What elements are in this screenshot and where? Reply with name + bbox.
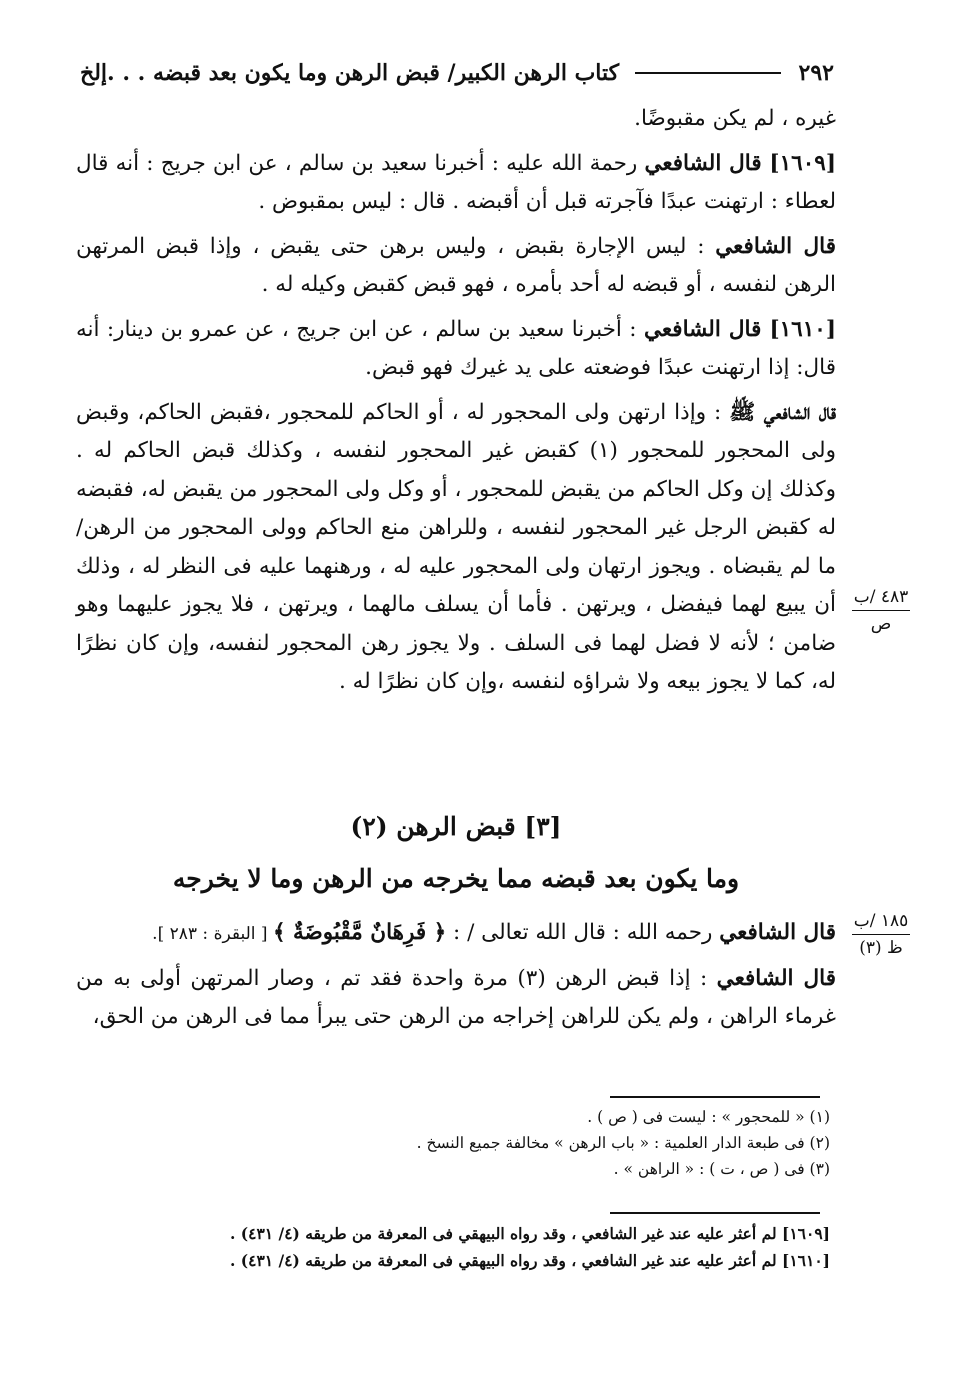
section-subheading: وما يكون بعد قبضه مما يخرجه من الرهن وما لا يخرجه <box>172 864 740 893</box>
margin-note <box>846 586 916 635</box>
paragraph-text: : إذا قبض الرهن (٣) مرة واحدة فقد تم ، وصار المرتهن أولى به من غرماء الراهن ، ولم يكن للراهن إخراجه من الرهن حتى يبرأ مما فى الرهن من الحق، <box>76 965 836 1029</box>
margin-note-folio: ٤٨٣ /ب <box>853 587 909 607</box>
margin-note-siglum: ظ (٣) <box>859 938 903 958</box>
margin-note-rule <box>852 610 910 611</box>
reference-note: [١٦١٠] لم أعثر عليه عند غير الشافعي ، وقد رواه البيهقي فى المعرفة من طريقه (٤/ ٤٣١) . <box>230 1251 830 1270</box>
paragraph-text: غيره ، لم يكن مقبوضًا. <box>634 106 836 131</box>
section-heading: [٣] قبض الرهن (٢) <box>350 812 562 841</box>
running-title: كتاب الرهن الكبير/ قبض الرهن وما يكون بعد قبضه . . .إلخ <box>80 60 620 86</box>
paragraph <box>76 228 836 305</box>
page-number: ٢٩٢ <box>798 60 834 86</box>
paragraph-lead: قال الشافعي <box>716 965 836 991</box>
paragraph-lead: [١٦٠٩] قال الشافعي <box>644 150 836 176</box>
quran-verse: ﴿ فَرِهَانٌ مَّقْبُوضَةٌ ﴾ <box>272 920 447 945</box>
verse-reference: [ البقرة : ٢٨٣ ]. <box>152 924 273 944</box>
page-header <box>80 56 834 90</box>
paragraph-lead: قال الشافعي <box>715 233 836 259</box>
paragraph <box>76 145 836 222</box>
paragraph-text: : أخبرنا سعيد بن سالم ، عن ابن جريج ، عن عمرو بن دينار: أنه قال: إذا ارتهنت عبدًا فوضعته على يد غيرك فهو قبض. <box>76 316 836 380</box>
paragraph-lead: [١٦١٠] قال الشافعي <box>644 316 837 342</box>
margin-note <box>846 910 916 959</box>
footnote-rule <box>610 1212 820 1214</box>
paragraph <box>76 311 836 388</box>
margin-note-siglum: ص <box>870 614 892 634</box>
reference-note: [١٦٠٩] لم أعثر عليه عند غير الشافعي ، وقد رواه البيهقي فى المعرفة من طريقه (٤/ ٤٣١) . <box>230 1224 830 1243</box>
main-text <box>76 100 836 708</box>
paragraph <box>76 960 836 1037</box>
paragraph-lead: قال الشافعي ﷺ <box>729 399 836 425</box>
margin-note-folio: ١٨٥ /ب <box>853 911 909 931</box>
header-rule <box>635 72 780 74</box>
reference-notes <box>150 1220 830 1274</box>
margin-note-rule <box>852 934 910 935</box>
paragraph-text: رحمة الله عليه : أخبرنا سعيد بن سالم ، عن ابن جريج : أنه قال لعطاء : ارتهنت عبدًا فآجرته قبل أن أقبضه . قال : ليس بمقبوض . <box>76 150 836 214</box>
footnote: (٣) فى ( ص ، ت ) : « الراهن » . <box>613 1160 830 1178</box>
footnote: (٢) فى طبعة الدار العلمية : « باب الرهن » مخالفة جميع النسخ . <box>416 1134 830 1152</box>
paragraph-text: : وإذا ارتهن ولى المحجور له ، أو الحاكم للمحجور ،فقبض الحاكم، وقبض ولى المحجور للمحجور (١) كقبض غير المحجور لنفسه ، وكذلك قبض الحاكم له . وكذلك إن وكل الحاكم من يقبض للمحجور ، أو وكل ولى المحجور من يقبض له، فقبضه له كقبض الرجل غير المحجور لنفسه ، وللراهن منع الحاكم وولى المحجور من الرهن/ ما لم يقبضاه . ويجوز ارتهان ولى المحجور عليه له ، ورهنهما عليه فى النظر له ، وذلك أن يبيع لهما فيفضل ، ويرتهن . فأما أن يسلف مالهما ، ويرتهن ، فلا يجوز عليهما وهو ضامن ؛ لأنه لا فضل لهما فى السلف . ولا يجوز رهن المحجور لنفسه، وإن كان نظرًا له، كما لا يجوز بيعه ولا شراؤه لنفسه ،وإن كان نظرًا له . <box>76 399 836 694</box>
footnote: (١) « للمحجور » : ليست فى ( ص ) . <box>587 1108 830 1126</box>
paragraph-text: رحمه الله : قال الله تعالى / : <box>446 920 720 945</box>
paragraph <box>76 100 836 139</box>
paragraph <box>76 394 836 702</box>
footnotes <box>190 1104 830 1182</box>
section-text <box>76 914 836 1043</box>
paragraph-lead: قال الشافعي <box>719 920 836 945</box>
paragraph-text: : ليس الإجارة بقبض ، وليس برهن حتى يقبض ، وإذا قبض المرتهن الرهن لنفسه ، أو قبضه له أحد بأمره ، فهو قبض كقبض وكيله له . <box>76 233 836 297</box>
footnote-rule <box>610 1096 820 1098</box>
paragraph <box>76 914 836 954</box>
